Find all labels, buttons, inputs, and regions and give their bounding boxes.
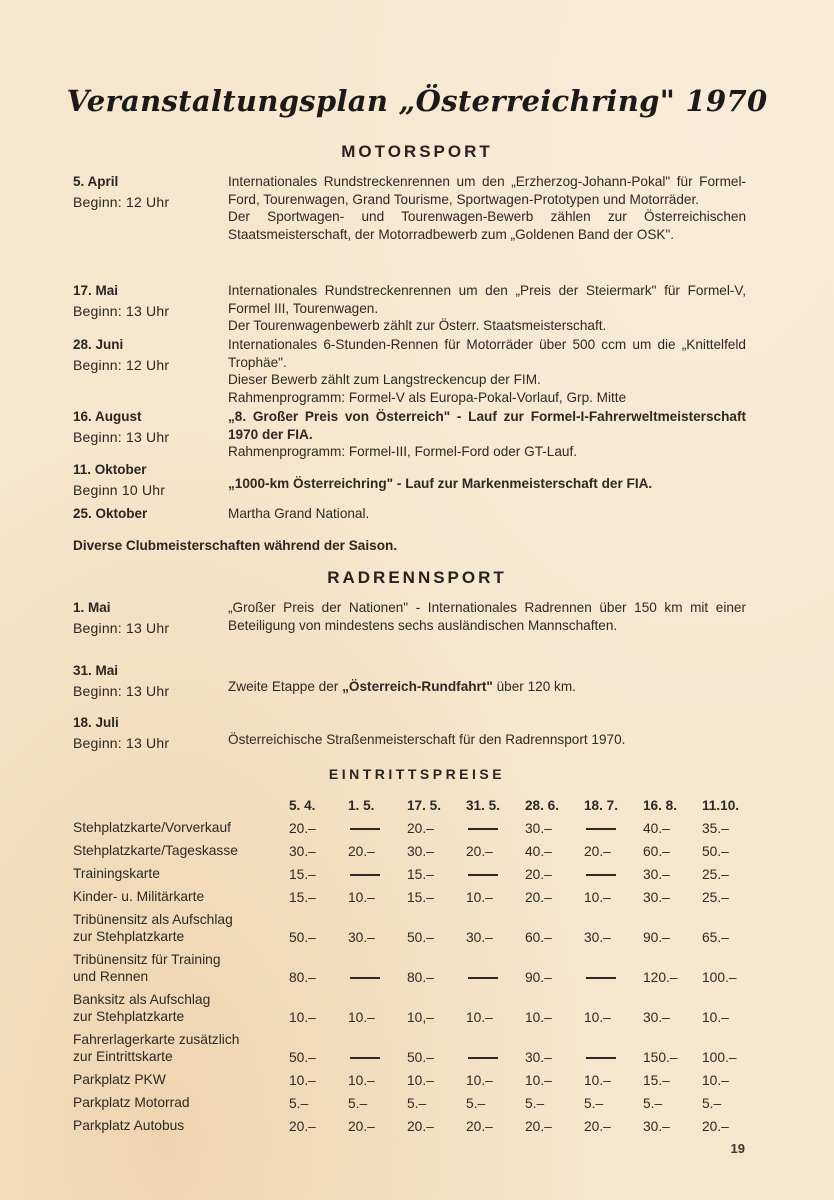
price-value: 60.–: [643, 844, 670, 859]
price-value: 100.–: [702, 1050, 737, 1065]
price-cell: [702, 859, 761, 882]
page-title: Veranstaltungsplan „Österreichring" 1970: [66, 84, 768, 118]
price-value: 50.–: [289, 1050, 316, 1065]
event-description: [228, 475, 746, 493]
price-value: 30.–: [643, 867, 670, 882]
price-value: 20.–: [702, 1119, 729, 1134]
not-available-dash: [350, 1057, 380, 1059]
not-available-dash: [350, 828, 380, 830]
price-row-label-line: und Rennen: [73, 969, 149, 984]
event-date-block: [73, 408, 169, 446]
price-row: [73, 985, 761, 1025]
price-cell: [525, 1025, 584, 1065]
price-value: 15.–: [289, 867, 316, 882]
price-value: 10.–: [702, 1073, 729, 1088]
price-cell: [407, 1065, 466, 1088]
price-value: 120.–: [643, 970, 678, 985]
price-value: 30.–: [584, 930, 611, 945]
price-value: 20.–: [348, 1119, 375, 1134]
price-value: 10.–: [584, 1073, 611, 1088]
price-cell: [584, 859, 643, 882]
price-value: 20.–: [289, 821, 316, 836]
section-heading-radrennsport: RADRENNSPORT: [327, 568, 507, 587]
event-description: [228, 678, 746, 696]
price-row: [73, 1025, 761, 1065]
price-cell: [466, 985, 525, 1025]
price-value: 5.–: [407, 1096, 427, 1111]
price-row: [73, 882, 761, 905]
price-cell: [466, 905, 525, 945]
event-start-time: Beginn: 13 Uhr: [73, 682, 170, 699]
price-cell: [525, 882, 584, 905]
price-value: 35.–: [702, 821, 729, 836]
price-row-label-line: Banksitz als Aufschlag: [73, 992, 211, 1007]
price-value: 30.–: [643, 890, 670, 905]
event-paragraph: Dieser Bewerb zählt zum Langstreckencup der FIM.: [228, 372, 541, 388]
price-value: 10.–: [466, 1073, 493, 1088]
price-row-label-line: zur Eintrittskarte: [73, 1049, 173, 1064]
price-row-label: [73, 859, 289, 882]
price-cell: [525, 1111, 584, 1134]
price-value: 40.–: [643, 821, 670, 836]
price-value: 5.–: [702, 1096, 722, 1111]
price-cell: [407, 882, 466, 905]
price-value: 20.–: [584, 1119, 611, 1134]
price-cell: [289, 905, 348, 945]
price-value: 100.–: [702, 970, 737, 985]
price-row-label-line: Parkplatz Autobus: [73, 1118, 185, 1133]
event-paragraph: Internationales Rundstreckenrennen um den „Preis der Steiermark" für Formel-V, Formel III, Tourenwagen.: [228, 283, 746, 316]
price-cell: [348, 945, 407, 985]
event-paragraph: Internationales 6-Stunden-Rennen für Motorräder über 500 ccm um die „Knittelfeld Trophäe".: [228, 337, 746, 370]
price-row: [73, 1088, 761, 1111]
price-cell: [525, 985, 584, 1025]
event-date-block: [73, 461, 165, 499]
not-available-dash: [586, 1057, 616, 1059]
price-value: 50.–: [289, 930, 316, 945]
price-value: 20.–: [525, 867, 552, 882]
price-cell: [525, 945, 584, 985]
price-value: 15.–: [407, 890, 434, 905]
price-value: 5.–: [348, 1096, 368, 1111]
price-cell: [584, 813, 643, 836]
price-cell: [348, 859, 407, 882]
price-cell: [702, 1111, 761, 1134]
price-cell: [702, 1025, 761, 1065]
event-date-block: [73, 599, 169, 637]
event-start-time: Beginn: 13 Uhr: [73, 619, 170, 636]
price-value: 10.–: [466, 890, 493, 905]
price-cell: [466, 1025, 525, 1065]
price-cell: [466, 882, 525, 905]
price-cell: [584, 1025, 643, 1065]
price-cell: [584, 945, 643, 985]
price-value: 90.–: [525, 970, 552, 985]
event-paragraph: Rahmenprogramm: Formel-V als Europa-Pokal-Vorlauf, Grp. Mitte: [228, 389, 627, 405]
event-start-time: Beginn: 13 Uhr: [73, 302, 170, 319]
price-cell: [348, 813, 407, 836]
not-available-dash: [468, 874, 498, 876]
prices-table: [73, 790, 761, 1134]
price-cell: [348, 985, 407, 1025]
event-start-time: Beginn: 12 Uhr: [73, 356, 170, 373]
price-cell: [348, 1025, 407, 1065]
page-number: 19: [730, 1141, 745, 1156]
price-value: 5.–: [584, 1096, 604, 1111]
price-value: 15.–: [407, 867, 434, 882]
price-row-label: [73, 1065, 289, 1088]
price-cell: [525, 905, 584, 945]
column-date: 1. 5.: [348, 798, 375, 813]
column-date: 11.10.: [702, 798, 740, 813]
event-paragraph: Internationales Rundstreckenrennen um den „Erzherzog-Johann-Pokal" für Formel-Ford, Tourenwagen, Grand Tourisme, Sportwagen-Prototypen und Motorräder.: [228, 174, 746, 207]
price-row-label-line: Tribünensitz für Training: [73, 952, 221, 967]
price-value: 20.–: [466, 844, 493, 859]
event-date: 17. Mai: [73, 283, 119, 298]
price-cell: [643, 1065, 702, 1088]
price-cell: [407, 945, 466, 985]
event-date: 18. Juli: [73, 715, 119, 730]
price-value: 15.–: [643, 1073, 670, 1088]
price-cell: [525, 1065, 584, 1088]
price-value: 80.–: [407, 970, 434, 985]
prices-heading: EINTRITTSPREISE: [328, 766, 506, 782]
price-value: 150.–: [643, 1050, 678, 1065]
price-row-label-line: Stehplatzkarte/Tageskasse: [73, 843, 238, 858]
not-available-dash: [350, 874, 380, 876]
not-available-dash: [468, 977, 498, 979]
price-cell: [348, 836, 407, 859]
column-date: 18. 7.: [584, 798, 619, 813]
price-row-label-line: zur Stehplatzkarte: [73, 1009, 185, 1024]
price-cell: [348, 1111, 407, 1134]
event-description: [228, 505, 746, 523]
price-cell: [702, 882, 761, 905]
price-value: 10.–: [407, 1073, 434, 1088]
event-description: [228, 336, 746, 406]
event-date: 31. Mai: [73, 663, 119, 678]
event-text: Zweite Etappe der: [228, 679, 343, 694]
price-cell: [584, 882, 643, 905]
price-cell: [407, 1025, 466, 1065]
price-cell: [407, 985, 466, 1025]
price-value: 25.–: [702, 867, 729, 882]
price-value: 20.–: [584, 844, 611, 859]
price-row: [73, 859, 761, 882]
event-paragraph: Österreichische Straßenmeisterschaft für den Radrennsport 1970.: [228, 732, 626, 747]
price-row: [73, 945, 761, 985]
column-date: 5. 4.: [289, 798, 316, 813]
price-value: 20.–: [407, 1119, 434, 1134]
club-championships-note: Diverse Clubmeisterschaften während der Saison.: [73, 538, 398, 553]
price-value: 60.–: [525, 930, 552, 945]
not-available-dash: [468, 828, 498, 830]
event-headline: „1000-km Österreichring" - Lauf zur Markenmeisterschaft der FIA.: [228, 476, 653, 491]
event-paragraph: Rahmenprogramm: Formel-III, Formel-Ford oder GT-Lauf.: [228, 444, 578, 460]
price-cell: [466, 836, 525, 859]
event-date-block: [73, 336, 169, 374]
event-paragraph: Der Tourenwagenbewerb zählt zur Österr. Staatsmeisterschaft.: [228, 318, 607, 334]
price-cell: [643, 905, 702, 945]
column-date: 31. 5.: [466, 798, 501, 813]
price-cell: [348, 882, 407, 905]
price-row-label-line: Stehplatzkarte/Vorverkauf: [73, 820, 231, 835]
price-row-label: [73, 1025, 289, 1065]
price-row-label: [73, 945, 289, 985]
price-cell: [643, 985, 702, 1025]
price-row-label-line: Tribünensitz als Aufschlag: [73, 912, 233, 927]
section-heading-motorsport: MOTORSPORT: [341, 142, 493, 161]
price-cell: [643, 859, 702, 882]
price-cell: [702, 1065, 761, 1088]
price-value: 30.–: [643, 1119, 670, 1134]
price-row: [73, 1065, 761, 1088]
price-row-label: [73, 985, 289, 1025]
event-start-time: Beginn: 13 Uhr: [73, 428, 170, 445]
price-cell: [289, 1088, 348, 1111]
price-cell: [466, 1065, 525, 1088]
price-cell: [584, 985, 643, 1025]
price-value: 30.–: [348, 930, 375, 945]
price-value: 10.–: [289, 1010, 316, 1025]
price-cell: [289, 882, 348, 905]
event-date-block: [73, 714, 169, 752]
prices-header-row: [73, 790, 761, 813]
price-cell: [348, 1088, 407, 1111]
price-cell: [466, 1111, 525, 1134]
not-available-dash: [468, 1057, 498, 1059]
price-cell: [289, 1065, 348, 1088]
not-available-dash: [586, 977, 616, 979]
event-description: [228, 599, 746, 634]
price-cell: [466, 859, 525, 882]
price-cell: [466, 1088, 525, 1111]
price-value: 10.–: [348, 1010, 375, 1025]
price-cell: [289, 945, 348, 985]
price-value: 10.–: [702, 1010, 729, 1025]
price-value: 80.–: [289, 970, 316, 985]
event-date: 28. Juni: [73, 337, 124, 352]
price-value: 65.–: [702, 930, 729, 945]
event-paragraph: Martha Grand National.: [228, 506, 370, 521]
event-date: 1. Mai: [73, 600, 111, 615]
price-cell: [643, 1111, 702, 1134]
price-value: 30.–: [289, 844, 316, 859]
price-row-label-line: Parkplatz PKW: [73, 1072, 166, 1087]
event-paragraph: „Großer Preis der Nationen" - Internationales Radrennen über 150 km mit einer Beteiligung von mindestens sechs ausländischen Mannschaften.: [228, 600, 746, 633]
event-description: [228, 282, 746, 335]
price-cell: [702, 945, 761, 985]
price-cell: [702, 985, 761, 1025]
price-value: 10.–: [525, 1073, 552, 1088]
event-date: 11. Oktober: [73, 462, 147, 477]
price-value: 50.–: [407, 1050, 434, 1065]
price-value: 10.–: [525, 1010, 552, 1025]
price-row: [73, 1111, 761, 1134]
price-value: 20.–: [289, 1119, 316, 1134]
price-cell: [525, 813, 584, 836]
price-row: [73, 836, 761, 859]
price-cell: [643, 813, 702, 836]
event-date: 5. April: [73, 174, 119, 189]
event-date-block: [73, 173, 169, 211]
price-value: 20.–: [466, 1119, 493, 1134]
price-cell: [348, 905, 407, 945]
price-cell: [702, 813, 761, 836]
price-cell: [466, 813, 525, 836]
event-date-block: [73, 282, 169, 320]
price-value: 10.–: [348, 1073, 375, 1088]
event-paragraph: [228, 678, 746, 696]
price-cell: [643, 945, 702, 985]
price-cell: [407, 1088, 466, 1111]
price-value: 10.–: [289, 1073, 316, 1088]
price-cell: [289, 859, 348, 882]
event-description: [228, 173, 746, 243]
event-date: 25. Oktober: [73, 506, 148, 521]
event-description: [228, 731, 746, 749]
not-available-dash: [586, 874, 616, 876]
not-available-dash: [586, 828, 616, 830]
price-value: 20.–: [525, 890, 552, 905]
price-value: 10.–: [584, 890, 611, 905]
price-cell: [289, 985, 348, 1025]
price-value: 10,–: [407, 1010, 434, 1025]
price-cell: [289, 1025, 348, 1065]
price-row-label: [73, 905, 289, 945]
event-text: über 120 km.: [492, 679, 576, 694]
price-cell: [407, 836, 466, 859]
event-start-time: Beginn 10 Uhr: [73, 481, 166, 498]
event-description: [228, 408, 746, 461]
price-row-label: [73, 1088, 289, 1111]
price-value: 5.–: [525, 1096, 545, 1111]
price-cell: [584, 1065, 643, 1088]
price-row-label: [73, 1111, 289, 1134]
price-cell: [289, 813, 348, 836]
event-start-time: Beginn: 13 Uhr: [73, 734, 170, 751]
price-value: 20.–: [348, 844, 375, 859]
price-value: 10.–: [466, 1010, 493, 1025]
price-value: 50.–: [407, 930, 434, 945]
price-cell: [407, 1111, 466, 1134]
price-cell: [584, 1111, 643, 1134]
price-cell: [525, 836, 584, 859]
price-cell: [643, 1025, 702, 1065]
event-headline: „8. Großer Preis von Österreich" - Lauf zur Formel-I-Fahrerweltmeisterschaft 1970 der FIA.: [228, 409, 746, 442]
column-date: 17. 5.: [407, 798, 442, 813]
price-cell: [466, 945, 525, 985]
event-date-block: [73, 662, 169, 700]
column-date: 28. 6.: [525, 798, 560, 813]
price-value: 30.–: [525, 821, 552, 836]
event-text-bold: „Österreich-Rundfahrt": [342, 679, 493, 694]
price-row: [73, 905, 761, 945]
price-row-label: [73, 882, 289, 905]
column-date: 16. 8.: [643, 798, 678, 813]
price-value: 30.–: [407, 844, 434, 859]
price-row: [73, 813, 761, 836]
price-row-label-line: Kinder- u. Militärkarte: [73, 889, 205, 904]
price-value: 90.–: [643, 930, 670, 945]
price-value: 5.–: [466, 1096, 486, 1111]
price-cell: [702, 1088, 761, 1111]
price-value: 40.–: [525, 844, 552, 859]
not-available-dash: [350, 977, 380, 979]
price-cell: [407, 813, 466, 836]
price-cell: [584, 836, 643, 859]
price-cell: [289, 836, 348, 859]
price-value: 10.–: [584, 1010, 611, 1025]
price-cell: [643, 882, 702, 905]
price-cell: [407, 905, 466, 945]
price-value: 5.–: [643, 1096, 663, 1111]
price-cell: [525, 859, 584, 882]
prices-header-spacer: [73, 790, 289, 813]
price-cell: [584, 1088, 643, 1111]
price-row-label-line: zur Stehplatzkarte: [73, 929, 185, 944]
price-row-label-line: Fahrerlagerkarte zusätzlich: [73, 1032, 240, 1047]
price-cell: [407, 859, 466, 882]
price-row-label-line: Parkplatz Motorrad: [73, 1095, 190, 1110]
price-cell: [643, 1088, 702, 1111]
price-value: 25.–: [702, 890, 729, 905]
event-date: 16. August: [73, 409, 142, 424]
price-value: 5.–: [289, 1096, 309, 1111]
price-cell: [702, 905, 761, 945]
price-cell: [525, 1088, 584, 1111]
price-cell: [643, 836, 702, 859]
price-cell: [702, 836, 761, 859]
price-cell: [584, 905, 643, 945]
price-row-label: [73, 836, 289, 859]
price-cell: [289, 1111, 348, 1134]
price-row-label-line: Trainingskarte: [73, 866, 160, 881]
price-row-label: [73, 813, 289, 836]
price-value: 20.–: [407, 821, 434, 836]
price-value: 10.–: [348, 890, 375, 905]
price-value: 30.–: [525, 1050, 552, 1065]
price-value: 30.–: [466, 930, 493, 945]
event-paragraph: Der Sportwagen- und Tourenwagen-Bewerb zählen zur Österreichischen Staatsmeisterschaft, der Motorradbewerb zum „Goldenen Band der OSK".: [228, 209, 746, 242]
price-value: 20.–: [525, 1119, 552, 1134]
event-date-block: [73, 505, 147, 523]
price-value: 50.–: [702, 844, 729, 859]
price-value: 15.–: [289, 890, 316, 905]
price-value: 30.–: [643, 1010, 670, 1025]
event-start-time: Beginn: 12 Uhr: [73, 193, 170, 210]
price-cell: [348, 1065, 407, 1088]
